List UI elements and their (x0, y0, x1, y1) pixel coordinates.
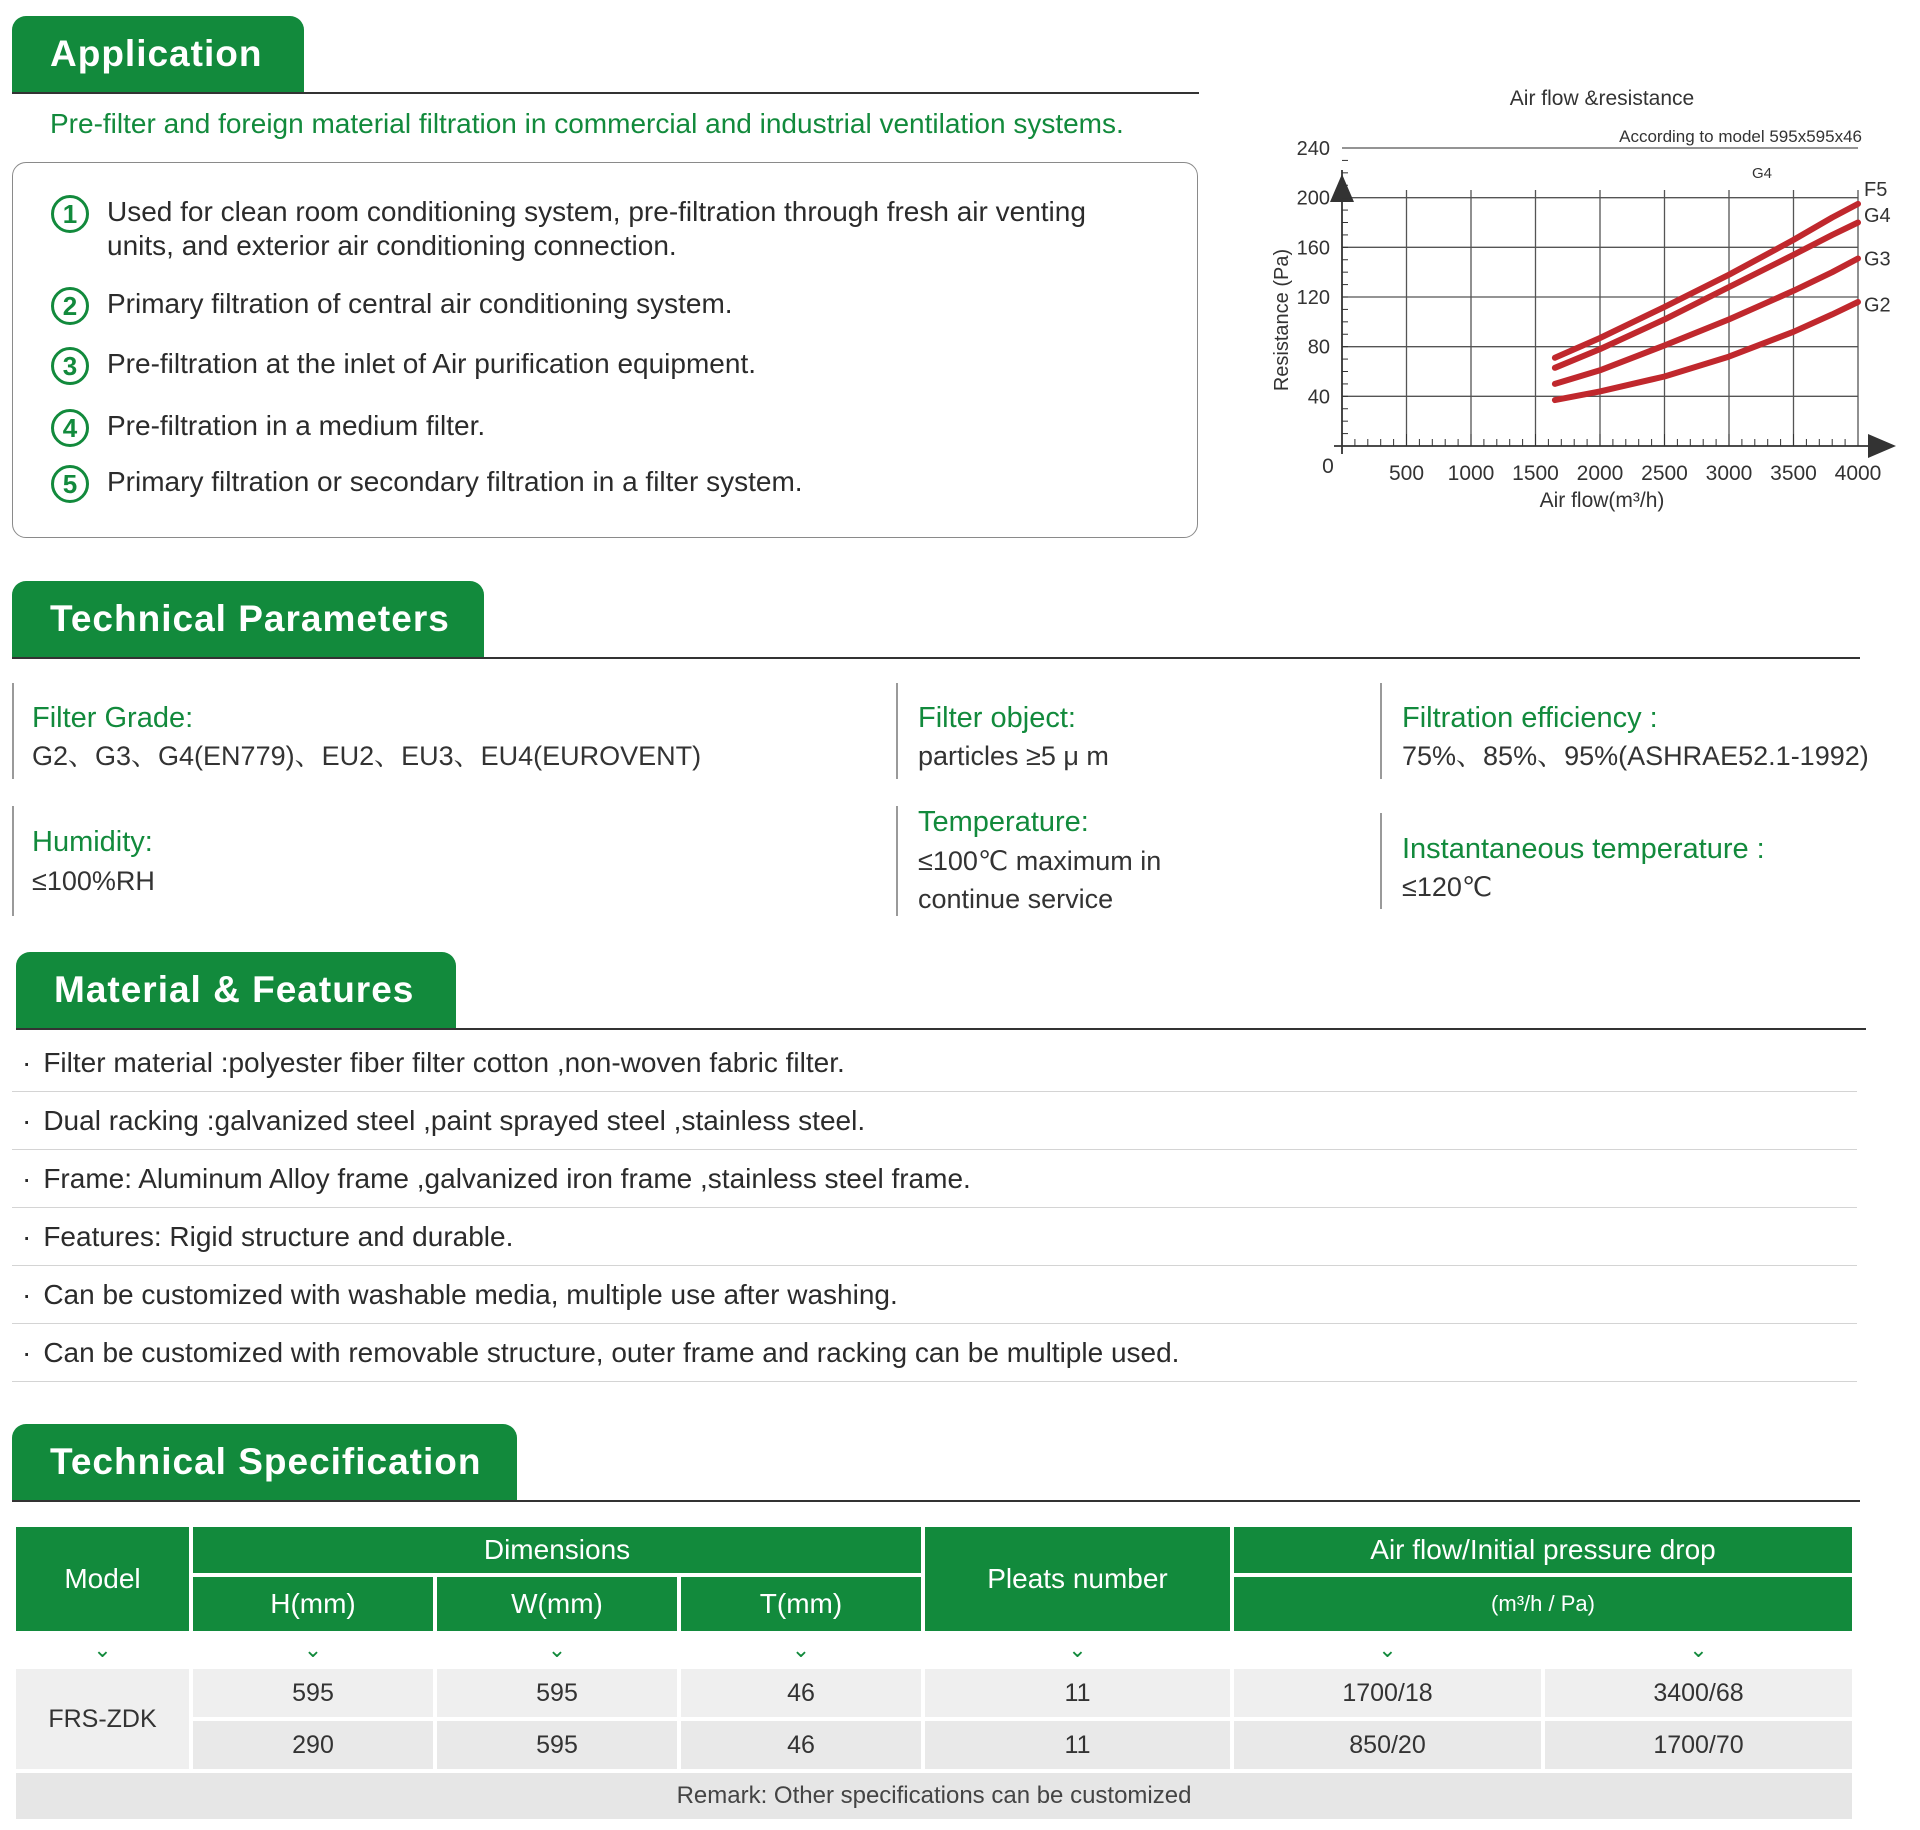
x-tick-label: 2500 (1641, 462, 1688, 485)
chevron-down-icon: ⌄ (303, 1637, 323, 1662)
temperature-value-line2: continue service (918, 884, 1114, 914)
feature-item (12, 1035, 1857, 1092)
instant-temp-value: ≤120℃ (1402, 872, 1493, 902)
param-divider (896, 683, 898, 779)
application-item-text: Primary filtration or secondary filtration in a filter system. (107, 466, 803, 497)
number-badge: 5 (51, 465, 89, 503)
airflow-resistance-chart (1250, 70, 1920, 530)
param-divider (1380, 813, 1382, 909)
parameters-section-title: Technical Parameters (12, 581, 484, 657)
cell-h: 595 (193, 1669, 433, 1717)
header-h: H(mm) (193, 1577, 433, 1631)
bullet: · (22, 1163, 32, 1194)
chevron-down-icon: ⌄ (1689, 1637, 1708, 1662)
param-divider (1380, 683, 1382, 779)
cell-pleats: 11 (925, 1721, 1230, 1769)
header-airflow-unit: (m³/h / Pa) (1234, 1577, 1852, 1631)
filter-object-label: Filter object: (918, 702, 1076, 734)
x-tick-label: 3500 (1770, 462, 1817, 485)
feature-item (12, 1267, 1857, 1324)
feature-text: Filter material :polyester fiber filter cotton ,non-woven fabric filter. (43, 1047, 845, 1078)
model-cell: FRS-ZDK (16, 1669, 189, 1769)
cell-airflow-2: 1700/70 (1545, 1721, 1852, 1769)
series-label-g2: G2 (1864, 294, 1891, 317)
specification-divider (12, 1500, 1860, 1502)
application-item-text: Primary filtration of central air conditioning system. (107, 288, 733, 319)
feature-item (12, 1325, 1857, 1382)
bullet: · (22, 1279, 32, 1310)
cell-t: 46 (681, 1669, 921, 1717)
series-label-f5: F5 (1864, 178, 1888, 201)
y-tick-label: 240 (1296, 138, 1330, 160)
table-remark: Remark: Other specifications can be customized (16, 1773, 1852, 1819)
bullet: · (22, 1337, 32, 1368)
series-label-g3: G3 (1864, 248, 1891, 271)
y-tick-label: 160 (1296, 237, 1330, 260)
x-tick-label: 1500 (1512, 462, 1559, 485)
material-divider (16, 1028, 1866, 1030)
application-divider (12, 92, 1199, 94)
chevron-down-icon: ⌄ (547, 1637, 567, 1662)
specification-table (12, 1523, 1856, 1823)
humidity-label: Humidity: (32, 826, 153, 858)
chart-x-axis-label: Air flow(m³/h) (1539, 489, 1665, 512)
application-item-4 (51, 409, 485, 447)
parameters-divider (12, 657, 1860, 659)
number-badge: 1 (51, 195, 89, 233)
bullet: · (22, 1047, 32, 1078)
chevron-down-icon: ⌄ (1068, 1637, 1087, 1662)
series-label-g4: G4 (1864, 205, 1891, 228)
number-badge: 3 (51, 347, 89, 385)
y-tick-label: 200 (1296, 187, 1330, 210)
feature-item (12, 1151, 1857, 1208)
number-badge: 2 (51, 287, 89, 325)
x-tick-label: 1000 (1447, 462, 1495, 485)
bullet: · (22, 1221, 32, 1252)
chart-top-label: G4 (1751, 165, 1773, 182)
application-item-3 (51, 347, 756, 385)
cell-w: 595 (437, 1721, 677, 1769)
number-badge: 4 (51, 409, 89, 447)
temperature-value-line1: ≤100℃ maximum in (918, 846, 1162, 876)
application-item-text-cont: units, and exterior air conditioning connection. (107, 230, 677, 261)
header-dimensions: Dimensions (193, 1527, 921, 1573)
material-section-title: Material & Features (16, 952, 456, 1028)
x-tick-label: 3000 (1705, 462, 1753, 485)
specification-section-title: Technical Specification (12, 1424, 517, 1500)
filter-object-value: particles ≥5 μ m (918, 741, 1109, 771)
header-pleats: Pleats number (925, 1527, 1230, 1631)
feature-item (12, 1209, 1857, 1266)
filter-grade-label: Filter Grade: (32, 702, 194, 734)
instant-temp-label: Instantaneous temperature : (1402, 833, 1765, 865)
application-section-title: Application (12, 16, 304, 92)
feature-item (12, 1093, 1857, 1150)
application-list-box (12, 162, 1198, 538)
y-tick-label: 80 (1307, 336, 1330, 359)
feature-text: Features: Rigid structure and durable. (43, 1221, 514, 1252)
filter-grade-value: G2、G3、G4(EN779)、EU2、EU3、EU4(EUROVENT) (32, 741, 702, 771)
chart-axes (1330, 160, 1896, 458)
cell-h: 290 (193, 1721, 433, 1769)
cell-t: 46 (681, 1721, 921, 1769)
efficiency-value: 75%、85%、95%(ASHRAE52.1-1992) (1402, 741, 1869, 771)
header-w: W(mm) (437, 1577, 677, 1631)
chart-title: Air flow &resistance (1509, 87, 1695, 110)
temperature-label: Temperature: (918, 806, 1089, 838)
cell-airflow-1: 850/20 (1234, 1721, 1541, 1769)
chevron-down-icon: ⌄ (93, 1637, 112, 1662)
chart-series (1555, 179, 1891, 400)
feature-text: Can be customized with removable structure, outer frame and racking can be multiple used. (43, 1337, 1180, 1368)
y-tick-label: 40 (1307, 386, 1330, 409)
application-intro: Pre-filter and foreign material filtration in commercial and industrial ventilation systems. (50, 108, 1124, 139)
param-divider (896, 806, 898, 916)
x-tick-label: 2000 (1576, 462, 1624, 485)
chart-y-axis-label: Resistance (Pa) (1271, 248, 1293, 392)
cell-w: 595 (437, 1669, 677, 1717)
feature-text: Frame: Aluminum Alloy frame ,galvanized iron frame ,stainless steel frame. (43, 1163, 971, 1194)
humidity-value: ≤100%RH (32, 866, 155, 896)
application-item-5 (51, 465, 803, 503)
feature-text: Can be customized with washable media, multiple use after washing. (43, 1279, 898, 1310)
y-tick-label: 120 (1296, 287, 1330, 309)
chevron-down-icon: ⌄ (1378, 1637, 1397, 1662)
table-row (16, 1721, 1852, 1769)
x-tick-label: 500 (1388, 462, 1425, 485)
temperature-value (918, 842, 1161, 918)
application-item-text: Pre-filtration at the inlet of Air purification equipment. (107, 348, 757, 379)
header-model: Model (16, 1527, 189, 1631)
x-axis-arrow (1868, 434, 1896, 458)
cell-airflow-1: 1700/18 (1234, 1669, 1541, 1717)
header-airflow: Air flow/Initial pressure drop (1234, 1527, 1852, 1573)
feature-text: Dual racking :galvanized steel ,paint sprayed steel ,stainless steel. (43, 1105, 866, 1136)
cell-pleats: 11 (925, 1669, 1230, 1717)
application-item-1 (51, 195, 1086, 263)
application-item-2 (51, 287, 733, 325)
table-row (16, 1669, 1852, 1717)
chevron-down-icon: ⌄ (791, 1637, 811, 1662)
x-tick-label: 4000 (1834, 462, 1882, 485)
chart-subtitle: According to model 595x595x46 (1619, 127, 1862, 146)
bullet: · (22, 1105, 32, 1136)
cell-airflow-2: 3400/68 (1545, 1669, 1852, 1717)
application-item-text: Pre-filtration in a medium filter. (107, 410, 486, 441)
application-item-text: Used for clean room conditioning system, pre-filtration through fresh air venting (107, 196, 1086, 227)
header-t: T(mm) (681, 1577, 921, 1631)
efficiency-label: Filtration efficiency : (1402, 702, 1658, 734)
param-divider (12, 683, 14, 779)
param-divider (12, 806, 14, 916)
chart-origin-label: 0 (1322, 455, 1334, 478)
